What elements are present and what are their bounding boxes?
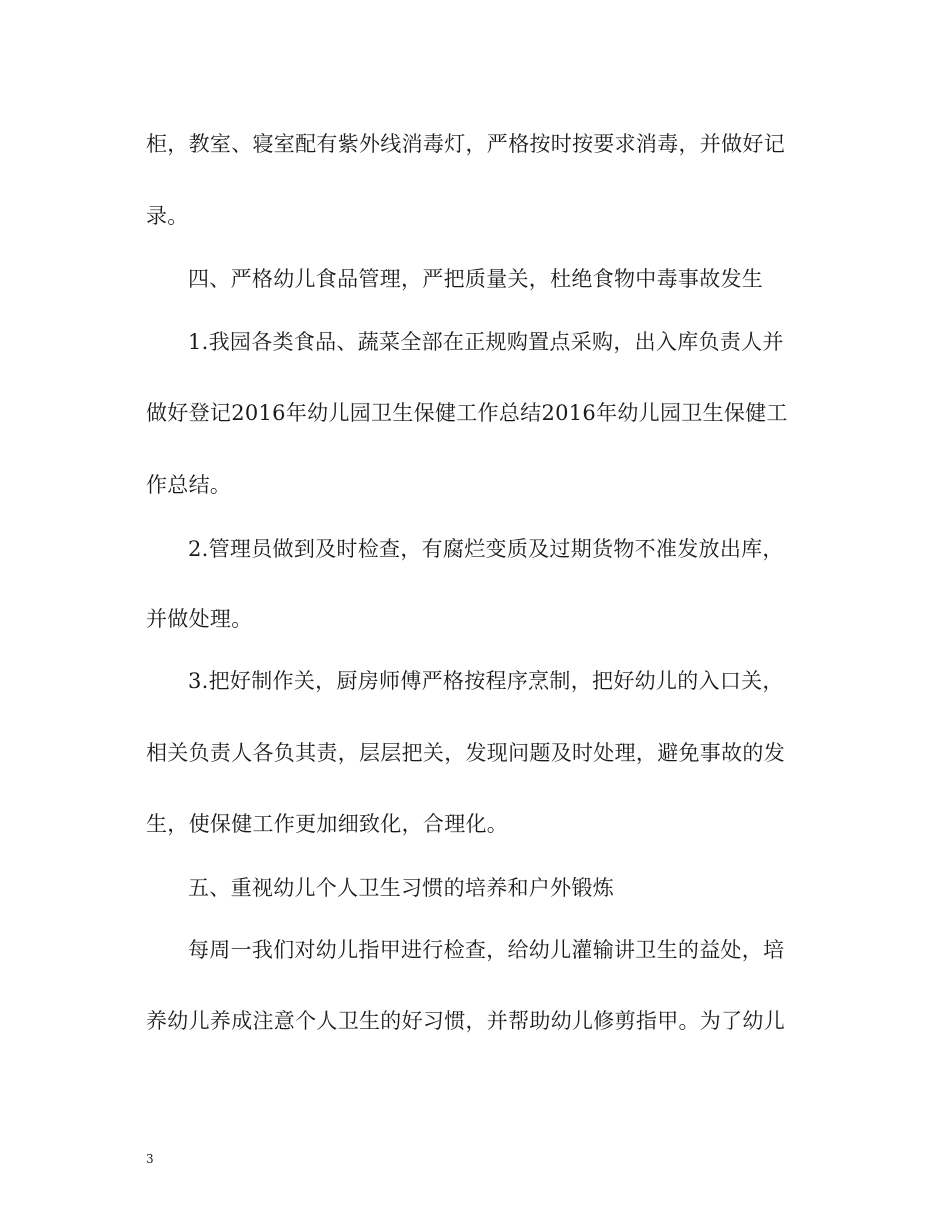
body-text-line: 生，使保健工作更加细致化，合理化。 (146, 812, 509, 836)
body-text-line: 录。 (146, 204, 189, 228)
body-text-line: 3.把好制作关，厨房师傅严格按程序烹制，把好幼儿的入口关， (188, 669, 784, 693)
body-text-line: 相关负责人各负其责，层层把关，发现问题及时处理，避免事故的发 (146, 741, 785, 765)
body-text-line: 1.我园各类食品、蔬菜全部在正规购置点采购，出入库负责人并 (188, 330, 784, 354)
body-text-line: 每周一我们对幼儿指甲进行检查，给幼儿灌输讲卫生的益处，培 (188, 938, 785, 962)
body-text-line: 养幼儿养成注意个人卫生的好习惯，并帮助幼儿修剪指甲。为了幼儿 (146, 1009, 785, 1033)
body-text-line: 柜，教室、寝室配有紫外线消毒灯，严格按时按要求消毒，并做好记 (146, 132, 785, 156)
section-heading: 四、严格幼儿食品管理，严把质量关，杜绝食物中毒事故发生 (188, 267, 764, 291)
body-text-line: 做好登记2016年幼儿园卫生保健工作总结2016年幼儿园卫生保健工 (146, 401, 788, 425)
body-text-line: 2.管理员做到及时检查，有腐烂变质及过期货物不准发放出库， (188, 537, 784, 561)
section-heading: 五、重视幼儿个人卫生习惯的培养和户外锻炼 (188, 876, 614, 900)
body-text-line: 并做处理。 (146, 607, 253, 631)
page-number: 3 (146, 1152, 154, 1166)
body-text-line: 作总结。 (146, 473, 232, 497)
